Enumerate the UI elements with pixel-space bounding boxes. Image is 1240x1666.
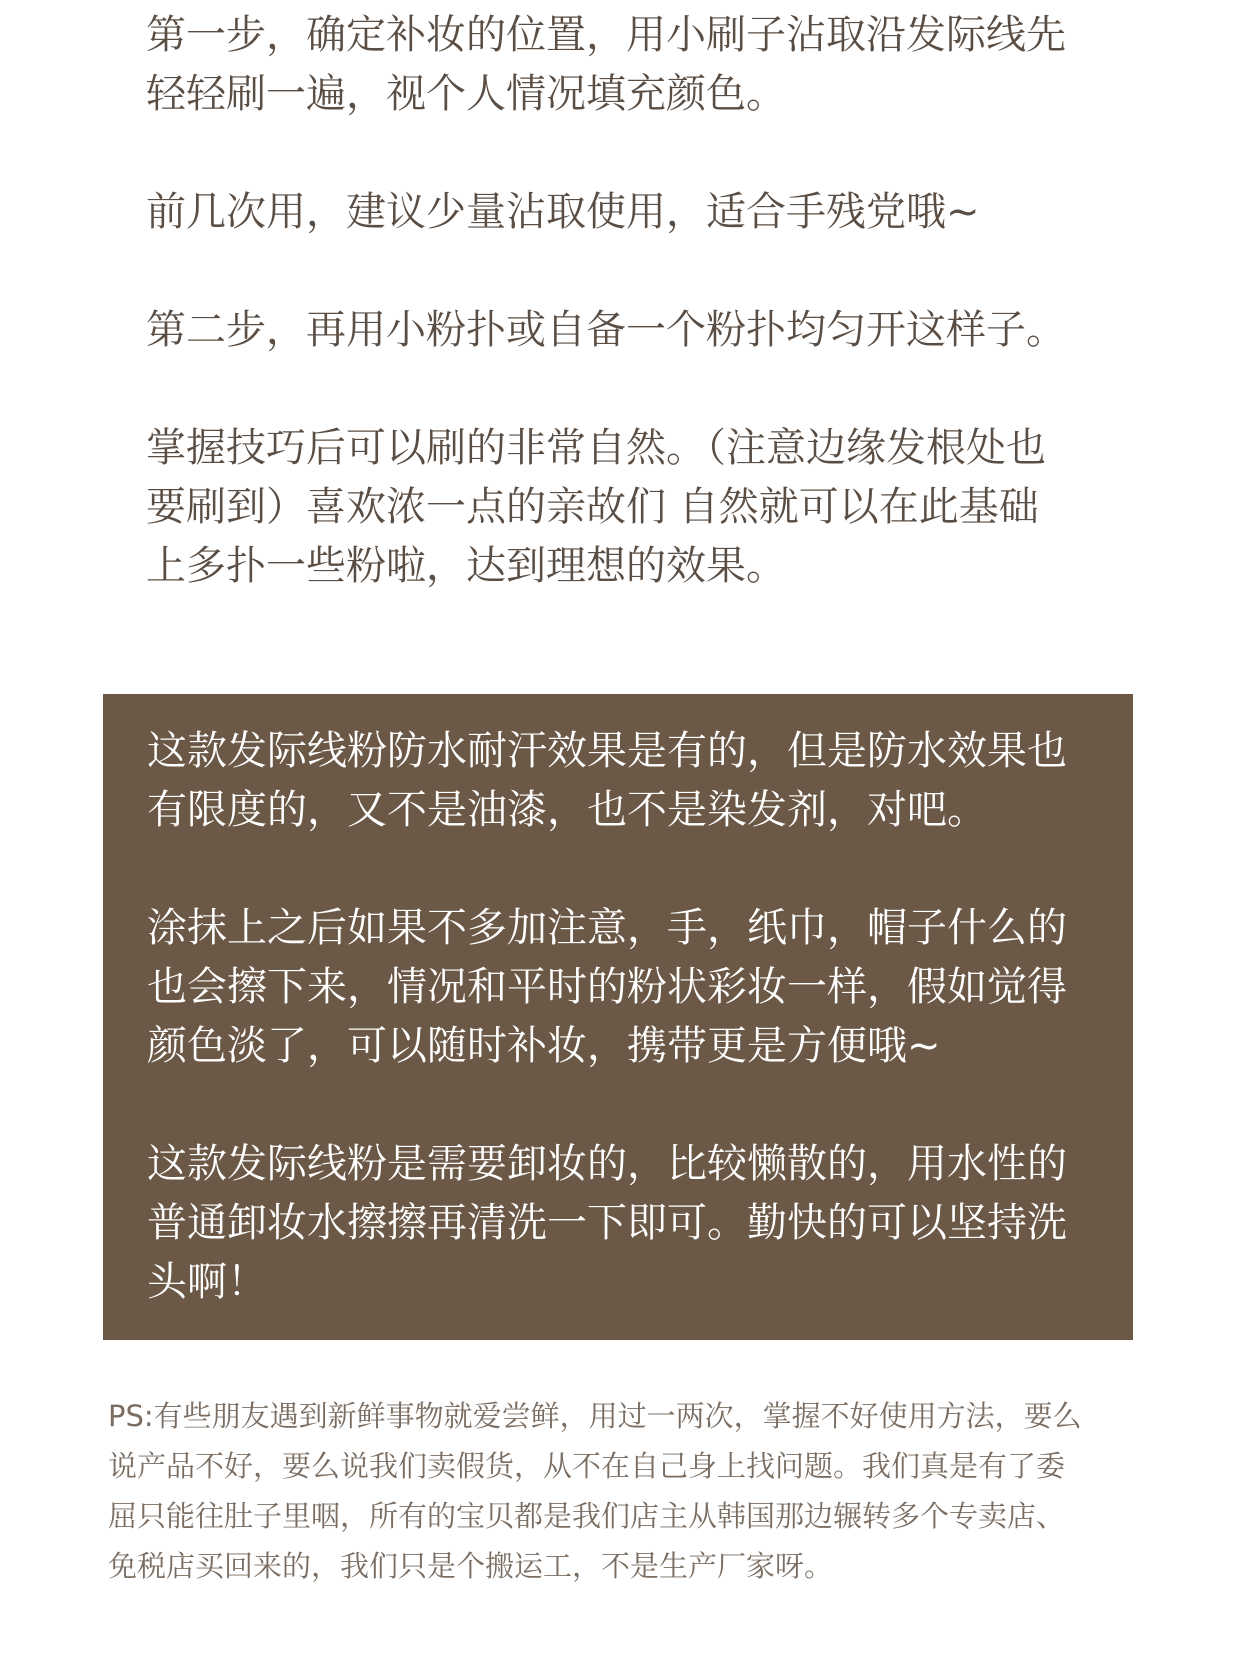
instruction-technique-tip: 掌握技巧后可以刷的非常自然。（注意边缘发根处也 要刷到）喜欢浓一点的亲故们 自然就可以在此基础 上多扑一些粉啦，达到理想的效果。 bbox=[146, 425, 1046, 589]
instruction-step-one: 第一步，确定补妆的位置，用小刷子沾取沿发际线先 轻轻刷一遍，视个人情况填充颜色。 bbox=[146, 12, 1066, 117]
instruction-step-two: 第二步，再用小粉扑或自备一个粉扑均匀开这样子。 bbox=[146, 307, 1066, 353]
usage-instructions bbox=[146, 6, 1106, 596]
instruction-tip-small-amount: 前几次用，建议少量沾取使用，适合手残党哦~ bbox=[146, 189, 980, 235]
notice-touch-up: 涂抹上之后如果不多加注意，手，纸巾，帽子什么的 也会擦下来，情况和平时的粉状彩妆一样，假如觉得 颜色淡了，可以随时补妆，携带更是方便哦~ bbox=[147, 905, 1067, 1069]
notice-removal: 这款发际线粉是需要卸妆的，比较懒散的，用水性的 普通卸妆水擦擦再清洗一下即可。勤快的可以坚持洗 头啊！ bbox=[147, 1141, 1067, 1305]
ps-footnote: PS:有些朋友遇到新鲜事物就爱尝鲜，用过一两次，掌握不好使用方法，要么 说产品不好，要么说我们卖假货，从不在自己身上找问题。我们真是有了委 屈只能往肚子里咽，所有的宝贝都是我们店主从韩国那边辗转多个专卖店、 免税店买回来的，我们只是个搬运工，不是生产厂家呀。 bbox=[108, 1399, 1082, 1583]
notice-waterproof: 这款发际线粉防水耐汗效果是有的，但是防水效果也 有限度的，又不是油漆，也不是染发剂，对吧。 bbox=[147, 728, 1067, 833]
waterproof-notice-box bbox=[103, 694, 1133, 1340]
